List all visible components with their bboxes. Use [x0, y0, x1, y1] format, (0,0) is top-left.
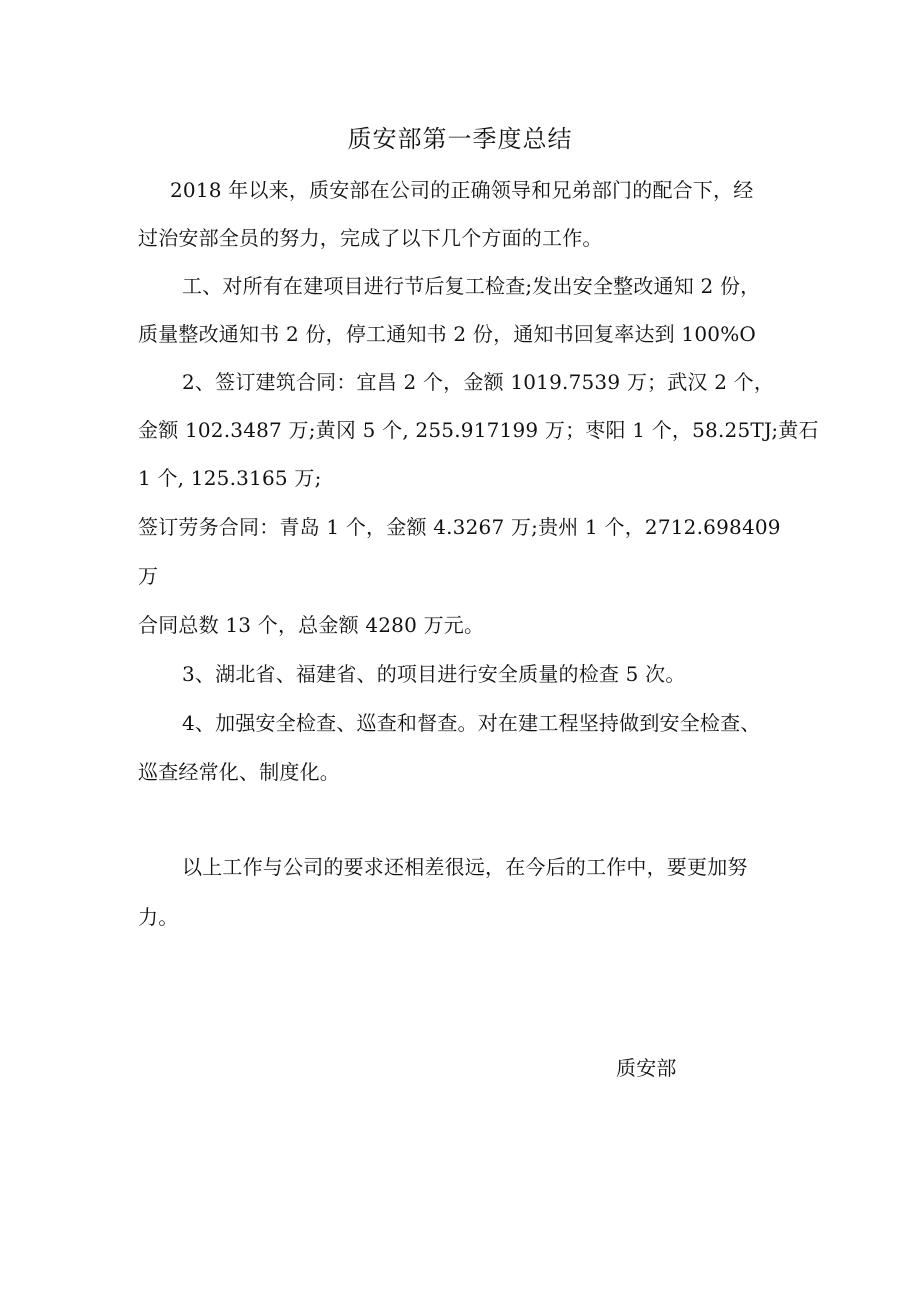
item2-line-3: 1 个, 125.3165 万;	[138, 466, 322, 490]
labor-line-1: 签订劳务合同：青岛 1 个，金额 4.3267 万;贵州 1 个，2712.698409	[138, 515, 781, 539]
item4-line-2: 巡查经常化、制度化。	[138, 760, 340, 784]
document-title: 质安部第一季度总结	[347, 125, 573, 153]
total-line: 合同总数 13 个，总金额 4280 万元。	[138, 613, 485, 637]
intro-line-1: 2018 年以来，质安部在公司的正确领导和兄弟部门的配合下，经	[170, 178, 754, 202]
signature: 质安部	[616, 1056, 677, 1080]
intro-line-2: 过治安部全员的努力，完成了以下几个方面的工作。	[138, 226, 603, 250]
closing-line-1: 以上工作与公司的要求还相差很远，在今后的工作中，要更加努	[182, 855, 748, 879]
labor-line-2: 万	[138, 564, 159, 588]
item1-line-1: 工、对所有在建项目进行节后复工检查;发出安全整改通知 2 份，	[182, 274, 761, 298]
item1-line-2: 质量整改通知书 2 份，停工通知书 2 份，通知书回复率达到 100%O	[138, 322, 757, 346]
item2-line-2: 金额 102.3487 万;黄冈 5 个, 255.917199 万；枣阳 1 个，58.25TJ;黄石	[138, 418, 819, 442]
item2-line-1: 2、签订建筑合同：宜昌 2 个，金额 1019.7539 万；武汉 2 个，	[182, 370, 775, 394]
item3-line: 3、湖北省、福建省、的项目进行安全质量的检查 5 次。	[182, 662, 686, 686]
item4-line-1: 4、加强安全检查、巡查和督查。对在建工程坚持做到安全检查、	[182, 711, 761, 735]
closing-line-2: 力。	[138, 905, 179, 929]
